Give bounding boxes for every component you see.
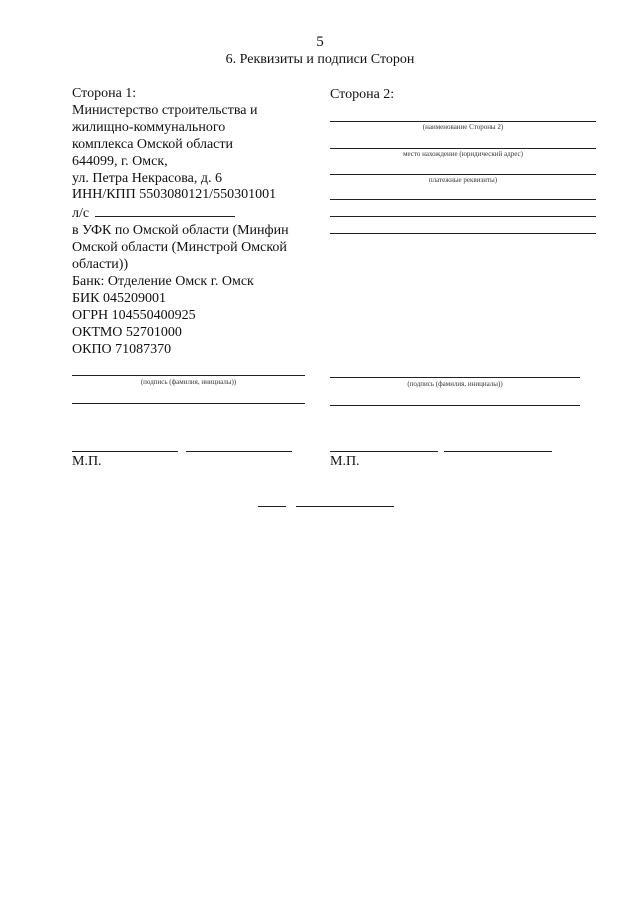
party1-line: Банк: Отделение Омск г. Омск [72, 273, 254, 289]
party1-line: в УФК по Омской области (Минфин [72, 223, 289, 239]
section-title: 6. Реквизиты и подписи Сторон [225, 52, 415, 67]
party1-signature-line-2 [72, 403, 305, 404]
party1-seal-line [72, 451, 178, 452]
party2-seal-label: М.П. [330, 454, 360, 469]
party1-line: ОКТМО 52701000 [72, 324, 182, 340]
party2-seal-line [330, 451, 438, 452]
party2-name-caption: (наименование Стороны 2) [422, 123, 504, 131]
page-number: 5 [316, 34, 324, 50]
party2-blank-line [330, 233, 596, 234]
end-separator [296, 506, 394, 507]
party1-line: ОКПО 71087370 [72, 341, 172, 357]
party1-line: комплекса Омской области [72, 136, 233, 152]
party2-payment-line [330, 174, 596, 175]
party1-seal-label: М.П. [72, 454, 102, 469]
party2-seal-line [444, 451, 552, 452]
party1-seal-line [186, 451, 292, 452]
party2-name-line [330, 121, 596, 122]
party1-line: Омской области (Минстрой Омской [72, 240, 287, 256]
party1-title: Сторона 1: [72, 86, 137, 101]
party1-account-row [72, 204, 322, 223]
party1-signature-line [72, 375, 305, 376]
end-separator [258, 506, 286, 507]
party2-blank-line [330, 199, 596, 200]
party1-line: жилищно-коммунального [72, 119, 226, 135]
party1-account-blank [95, 204, 235, 217]
party2-address-line [330, 148, 596, 149]
party1-line: 644099, г. Омск, [72, 153, 168, 169]
party1-details [72, 86, 322, 359]
party2-blank-line [330, 216, 596, 217]
party1-line: ул. Петра Некрасова, д. 6 [72, 170, 223, 186]
party2-payment-caption: платежные реквизиты) [428, 176, 498, 184]
party2-title: Сторона 2: [330, 87, 395, 102]
party2-signature-line-2 [330, 405, 580, 406]
party2-address-caption: место нахождение (юридический адрес) [403, 150, 523, 158]
party1-line: Министерство строительства и [72, 102, 258, 118]
party1-line: БИК 045209001 [72, 290, 166, 306]
party1-line: ИНН/КПП 5503080121/550301001 [72, 187, 277, 203]
party1-line: ОГРН 104550400925 [72, 307, 196, 323]
party1-signature-caption: (подпись (фамилия, инициалы)) [140, 378, 237, 386]
party2-signature-caption: (подпись (фамилия, инициалы)) [407, 380, 503, 388]
party2-signature-line [330, 377, 580, 378]
party1-line: области)) [72, 257, 129, 273]
party1-account-label: л/с [72, 206, 90, 222]
